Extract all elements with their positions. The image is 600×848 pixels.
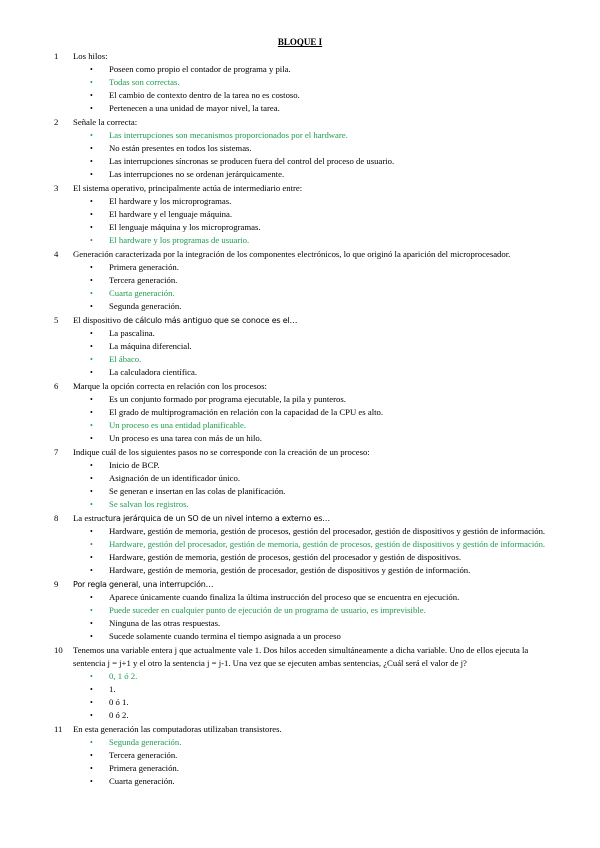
bullet-icon: •: [90, 144, 93, 153]
question-header: [0, 446, 600, 459]
option-correct: [0, 736, 600, 749]
option: [0, 102, 600, 115]
option: [0, 208, 600, 221]
question-text-part: Indique cuál de los siguientes pasos no se corresponde con la creación de un proceso:: [73, 447, 370, 457]
option: [0, 89, 600, 102]
page-title: BLOQUE I: [277, 37, 323, 47]
option: [0, 155, 600, 168]
option-text: 0 ó 1.: [109, 697, 129, 707]
option-text: 1.: [109, 684, 116, 694]
option-text: El grado de multiprogramación en relación con la capacidad de la CPU es alto.: [109, 407, 384, 417]
bullet-icon: •: [90, 170, 93, 179]
question-header: [0, 723, 600, 736]
question-text: [73, 579, 213, 589]
option: [0, 300, 600, 313]
bullet-icon: •: [90, 500, 93, 509]
option-text: Poseen como propio el contador de programa y pila.: [109, 64, 291, 74]
option-text: El cambio de contexto dentro de la tarea no es costoso.: [109, 90, 300, 100]
question-1: [0, 50, 600, 115]
bullet-icon: •: [90, 289, 93, 298]
option-text: 0, 1 ó 2.: [109, 671, 138, 681]
question-text-part: En esta generación las computadoras utilizaban transistores.: [73, 724, 282, 734]
bullet-icon: •: [90, 157, 93, 166]
question-text: [73, 249, 510, 259]
question-text: [73, 183, 302, 193]
option: [0, 775, 600, 788]
question-number: 10: [54, 645, 63, 655]
options-list: [0, 459, 600, 511]
question-text-part: La estruc: [73, 513, 106, 523]
bullet-icon: •: [90, 223, 93, 232]
bullet-icon: •: [90, 104, 93, 113]
question-text: [73, 117, 137, 127]
question-number: 8: [54, 513, 59, 523]
option: [0, 274, 600, 287]
options-list: [0, 327, 600, 379]
option: [0, 221, 600, 234]
question-number: 9: [54, 579, 59, 589]
option-text: Inicio de BCP.: [109, 460, 160, 470]
option-text: No están presentes en todos los sistemas.: [109, 143, 252, 153]
question-text-part: Por regla general, una interrupción…: [73, 580, 214, 589]
question-text: [73, 724, 282, 734]
option: [0, 261, 600, 274]
option: [0, 696, 600, 709]
option-text: Cuarta generación.: [109, 776, 175, 786]
bullet-icon: •: [90, 421, 93, 430]
options-list: [0, 393, 600, 445]
option-text: Tercera generación.: [109, 750, 178, 760]
options-list: [0, 63, 600, 115]
option-text: Se generan e insertan en las colas de planificación.: [109, 486, 286, 496]
question-number: 11: [54, 724, 63, 734]
option: [0, 393, 600, 406]
option-text: Asignación de un identificador único.: [109, 473, 240, 483]
option-text: Pertenecen a una unidad de mayor nivel, la tarea.: [109, 103, 280, 113]
option: [0, 63, 600, 76]
option-text: Primera generación.: [109, 262, 179, 272]
option-text: Las interrupciones son mecanismos proporcionados por el hardware.: [109, 130, 348, 140]
bullet-icon: •: [90, 540, 93, 549]
bullet-icon: •: [90, 302, 93, 311]
option-text: Las interrupciones síncronas se producen fuera del control del proceso de usuario.: [109, 156, 395, 166]
option-text: El lenguaje máquina y los microprogramas.: [109, 222, 261, 232]
option-text: Es un conjunto formado por programa ejecutable, la pila y punteros.: [109, 394, 346, 404]
option: [0, 472, 600, 485]
option-text: Puede suceder en cualquier punto de ejecución de un programa de usuario, es imprevisible.: [109, 605, 426, 615]
question-text-part: El dispositivo: [73, 315, 124, 325]
bullet-icon: •: [90, 368, 93, 377]
bullet-icon: •: [90, 91, 93, 100]
option-correct: [0, 287, 600, 300]
option-correct: [0, 76, 600, 89]
option-text: El ábaco.: [109, 354, 142, 364]
question-header: [0, 578, 600, 591]
bullet-icon: •: [90, 606, 93, 615]
option-correct: [0, 604, 600, 617]
option-text: Hardware, gestión de memoria, gestión de procesador, gestión de dispositivos y gestión de información.: [109, 565, 471, 575]
question-9: [0, 578, 600, 643]
option-text: Hardware, gestión del procesador, gestión de memoria, gestión de procesos, gestión de dispositivos y gestión de información.: [109, 539, 546, 549]
bullet-icon: •: [90, 408, 93, 417]
option: [0, 630, 600, 643]
option: [0, 683, 600, 696]
question-number: 3: [54, 183, 59, 193]
option: [0, 406, 600, 419]
bullet-icon: •: [90, 487, 93, 496]
question-header: [0, 248, 600, 261]
option-text: La pascalina.: [109, 328, 155, 338]
option: [0, 485, 600, 498]
option-text: Las interrupciones no se ordenan jerárquicamente.: [109, 169, 285, 179]
question-2: [0, 116, 600, 181]
option-text: La máquina diferencial.: [109, 341, 192, 351]
bullet-icon: •: [90, 263, 93, 272]
option-correct: [0, 419, 600, 432]
bullet-icon: •: [90, 566, 93, 575]
options-list: [0, 195, 600, 247]
bullet-icon: •: [90, 593, 93, 602]
question-text: [73, 447, 370, 457]
option-text: Un proceso es una tarea con más de un hilo.: [109, 433, 262, 443]
question-text: [73, 513, 330, 523]
bullet-icon: •: [90, 777, 93, 786]
bullet-icon: •: [90, 685, 93, 694]
question-number: 7: [54, 447, 59, 457]
option-text: Se salvan los registros.: [109, 499, 189, 509]
options-list: [0, 670, 600, 722]
option-text: Un proceso es una entidad planificable.: [109, 420, 247, 430]
question-number: 2: [54, 117, 59, 127]
question-6: [0, 380, 600, 445]
question-header: [0, 512, 600, 525]
bullet-icon: •: [90, 329, 93, 338]
question-number: 5: [54, 315, 59, 325]
bullet-icon: •: [90, 236, 93, 245]
option-correct: [0, 498, 600, 511]
option-text: El hardware y el lenguaje máquina.: [109, 209, 233, 219]
question-header: [0, 314, 600, 327]
bullet-icon: •: [90, 342, 93, 351]
question-text-part: Los hilos:: [73, 51, 108, 61]
question-text-part: Señale la correcta:: [73, 117, 138, 127]
option-text: Segunda generación.: [109, 301, 182, 311]
bullet-icon: •: [90, 197, 93, 206]
bullet-icon: •: [90, 711, 93, 720]
bullet-icon: •: [90, 527, 93, 536]
options-list: [0, 525, 600, 577]
question-text: [73, 315, 297, 325]
option: [0, 762, 600, 775]
options-list: [0, 129, 600, 181]
option-correct: [0, 670, 600, 683]
bullet-icon: •: [90, 461, 93, 470]
option-text: Primera generación.: [109, 763, 179, 773]
option: [0, 340, 600, 353]
bullet-icon: •: [90, 131, 93, 140]
question-text-part: de cálculo más antiguo que se conoce es el…: [123, 316, 298, 325]
option-text: 0 ó 2.: [109, 710, 129, 720]
question-header: [0, 380, 600, 393]
bullet-icon: •: [90, 698, 93, 707]
question-3: [0, 182, 600, 247]
option: [0, 366, 600, 379]
question-text: [73, 381, 267, 391]
option: [0, 591, 600, 604]
option: [0, 749, 600, 762]
option-text: Sucede solamente cuando termina el tiempo asignada a un proceso: [109, 631, 341, 641]
bullet-icon: •: [90, 65, 93, 74]
question-7: [0, 446, 600, 511]
option: [0, 142, 600, 155]
option-text: Hardware, gestión de memoria, gestión de procesos, gestión del procesador, gestión de dispositivos y gestión de información.: [109, 526, 546, 536]
option-text: El hardware y los microprogramas.: [109, 196, 232, 206]
question-8: [0, 512, 600, 577]
option-text: El hardware y los programas de usuario.: [109, 235, 250, 245]
question-list: [0, 50, 600, 788]
options-list: [0, 261, 600, 313]
option-text: Tercera generación.: [109, 275, 178, 285]
bullet-icon: •: [90, 632, 93, 641]
question-11: [0, 723, 600, 788]
option: [0, 432, 600, 445]
option-text: Ninguna de las otras respuestas.: [109, 618, 221, 628]
option: [0, 551, 600, 564]
bullet-icon: •: [90, 395, 93, 404]
question-text: [73, 51, 108, 61]
question-10: [0, 644, 600, 722]
question-number: 1: [54, 51, 59, 61]
bullet-icon: •: [90, 619, 93, 628]
option-text: Hardware, gestión de memoria, gestión de procesos, gestión del procesador y gestión de dispositivos.: [109, 552, 462, 562]
bullet-icon: •: [90, 764, 93, 773]
bullet-icon: •: [90, 78, 93, 87]
question-number: 6: [54, 381, 59, 391]
option: [0, 459, 600, 472]
question-header: [0, 182, 600, 195]
bullet-icon: •: [90, 210, 93, 219]
bullet-icon: •: [90, 434, 93, 443]
question-number: 4: [54, 249, 59, 259]
bullet-icon: •: [90, 553, 93, 562]
option-text: Cuarta generación.: [109, 288, 175, 298]
option: [0, 168, 600, 181]
question-header: [0, 644, 600, 670]
option-text: Aparece únicamente cuando finaliza la última instrucción del proceso que se encuentra en ejecución.: [109, 592, 460, 602]
question-header: [0, 116, 600, 129]
option: [0, 564, 600, 577]
option-text: Todas son correctas.: [109, 77, 180, 87]
options-list: [0, 591, 600, 643]
question-text-part: tura jerárquica de un SO de un nivel interno a externo es…: [105, 514, 330, 523]
question-text-part: El sistema operativo, principalmente actúa de intermediario entre:: [73, 183, 303, 193]
question-header: [0, 50, 600, 63]
bullet-icon: •: [90, 672, 93, 681]
question-text: [73, 645, 528, 668]
option-correct: [0, 234, 600, 247]
option: [0, 617, 600, 630]
option-correct: [0, 353, 600, 366]
option: [0, 327, 600, 340]
question-text-part: Generación caracterizada por la integración de los componentes electrónicos, lo que originó la aparición del microprocesador.: [73, 249, 511, 259]
option: [0, 195, 600, 208]
option-correct: [0, 129, 600, 142]
option-text: Segunda generación.: [109, 737, 182, 747]
question-4: [0, 248, 600, 313]
options-list: [0, 736, 600, 788]
bullet-icon: •: [90, 751, 93, 760]
bullet-icon: •: [90, 738, 93, 747]
bullet-icon: •: [90, 474, 93, 483]
option-text: La calculadora científica.: [109, 367, 198, 377]
question-text-part: Marque la opción correcta en relación con los procesos:: [73, 381, 267, 391]
question-text-part: Tenemos una variable entera j que actualmente vale 1. Dos hilos acceden simultáneamente a dicha variable. Uno de ellos ejecuta la sentencia j = j+1 y el otro la sentencia j = j-1. Una vez que se ejecuten ambas sentencias, ¿Cuál será el valor de j?: [73, 645, 529, 668]
bullet-icon: •: [90, 276, 93, 285]
option: [0, 709, 600, 722]
option: [0, 525, 600, 538]
bullet-icon: •: [90, 355, 93, 364]
option-correct: [0, 538, 600, 551]
question-5: [0, 314, 600, 379]
